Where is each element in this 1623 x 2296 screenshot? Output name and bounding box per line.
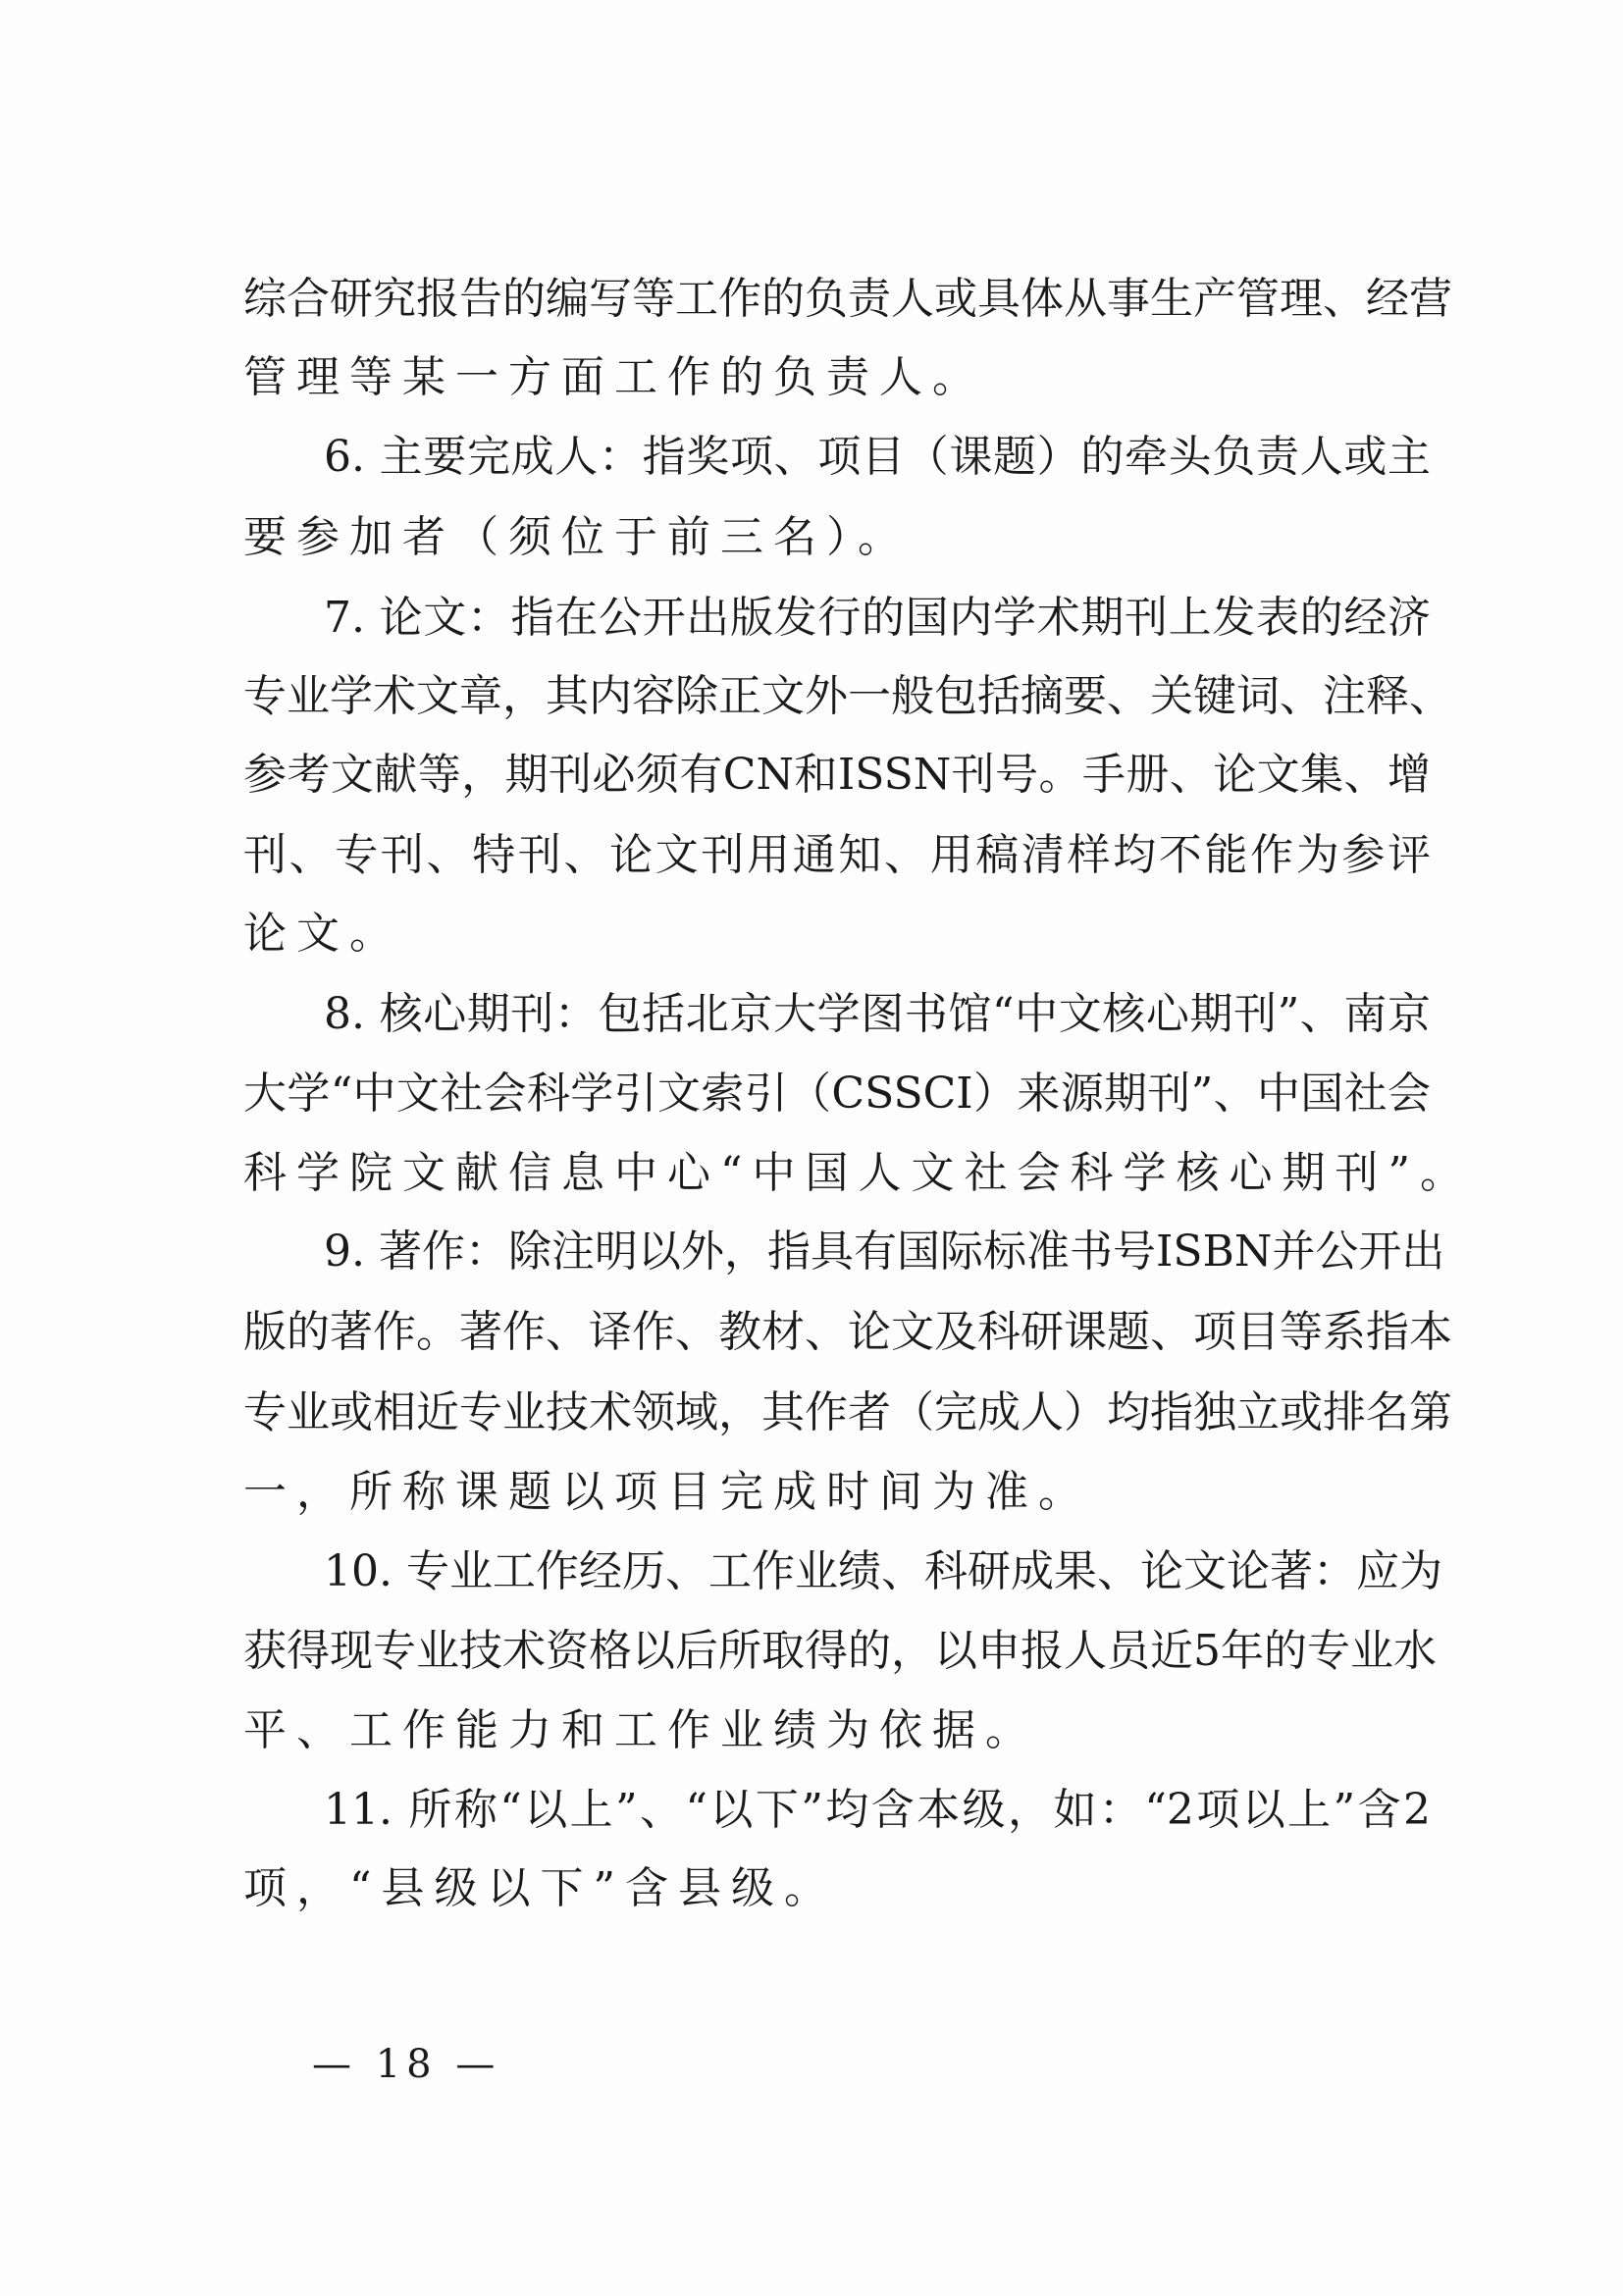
text-line: 参考文献等，期刊必须有CN和ISSN刊号。手册、论文集、增 (243, 750, 1431, 800)
text-line: 刊、专刊、特刊、论文刊用通知、用稿清样均不能作为参评 (243, 830, 1431, 880)
text-line: 9. 著作：除注明以外，指具有国际标准书号ISBN并公开出 (324, 1226, 1445, 1277)
text-line: 论文。 (243, 909, 402, 959)
text-line: 平、工作能力和工作业绩为依据。 (243, 1705, 1038, 1755)
text-line: 要参加者（须位于前三名）。 (243, 512, 911, 562)
text-line: 项，“县级以下”含县级。 (243, 1863, 837, 1913)
text-line: 6. 主要完成人：指奖项、项目（课题）的牵头负责人或主 (324, 432, 1431, 482)
text-line: 10. 专业工作经历、工作业绩、科研成果、论文论著：应为 (324, 1546, 1442, 1596)
text-line: 版的著作。著作、译作、教材、论文及科研课题、项目等系指本 (243, 1307, 1452, 1357)
text-line: 专业学术文章，其内容除正文外一般包括摘要、关键词、注释、 (243, 671, 1452, 721)
text-line: 一，所称课题以项目完成时间为准。 (243, 1467, 1091, 1517)
page-number: — 18 — (312, 2042, 501, 2087)
text-line: 管理等某一方面工作的负责人。 (243, 352, 985, 402)
text-line: 大学“中文社会科学引文索引（CSSCI）来源期刊”、中国社会 (243, 1069, 1431, 1119)
text-line: 获得现专业技术资格以后所取得的，以申报人员近5年的专业水 (243, 1626, 1437, 1676)
text-line: 7. 论文：指在公开出版发行的国内学术期刊上发表的经济 (324, 593, 1431, 643)
text-line: 专业或相近专业技术领域，其作者（完成人）均指独立或排名第 (243, 1387, 1452, 1437)
text-line: 11. 所称“以上”、“以下”均含本级，如：“2项以上”含2 (324, 1785, 1431, 1835)
text-line: 8. 核心期刊：包括北京大学图书馆“中文核心期刊”、南京 (324, 989, 1431, 1039)
text-line: 综合研究报告的编写等工作的负责人或具体从事生产管理、经营 (243, 274, 1452, 324)
text-line: 科学院文献信息中心“中国人文社会科学核心期刊”。 (243, 1148, 1473, 1198)
